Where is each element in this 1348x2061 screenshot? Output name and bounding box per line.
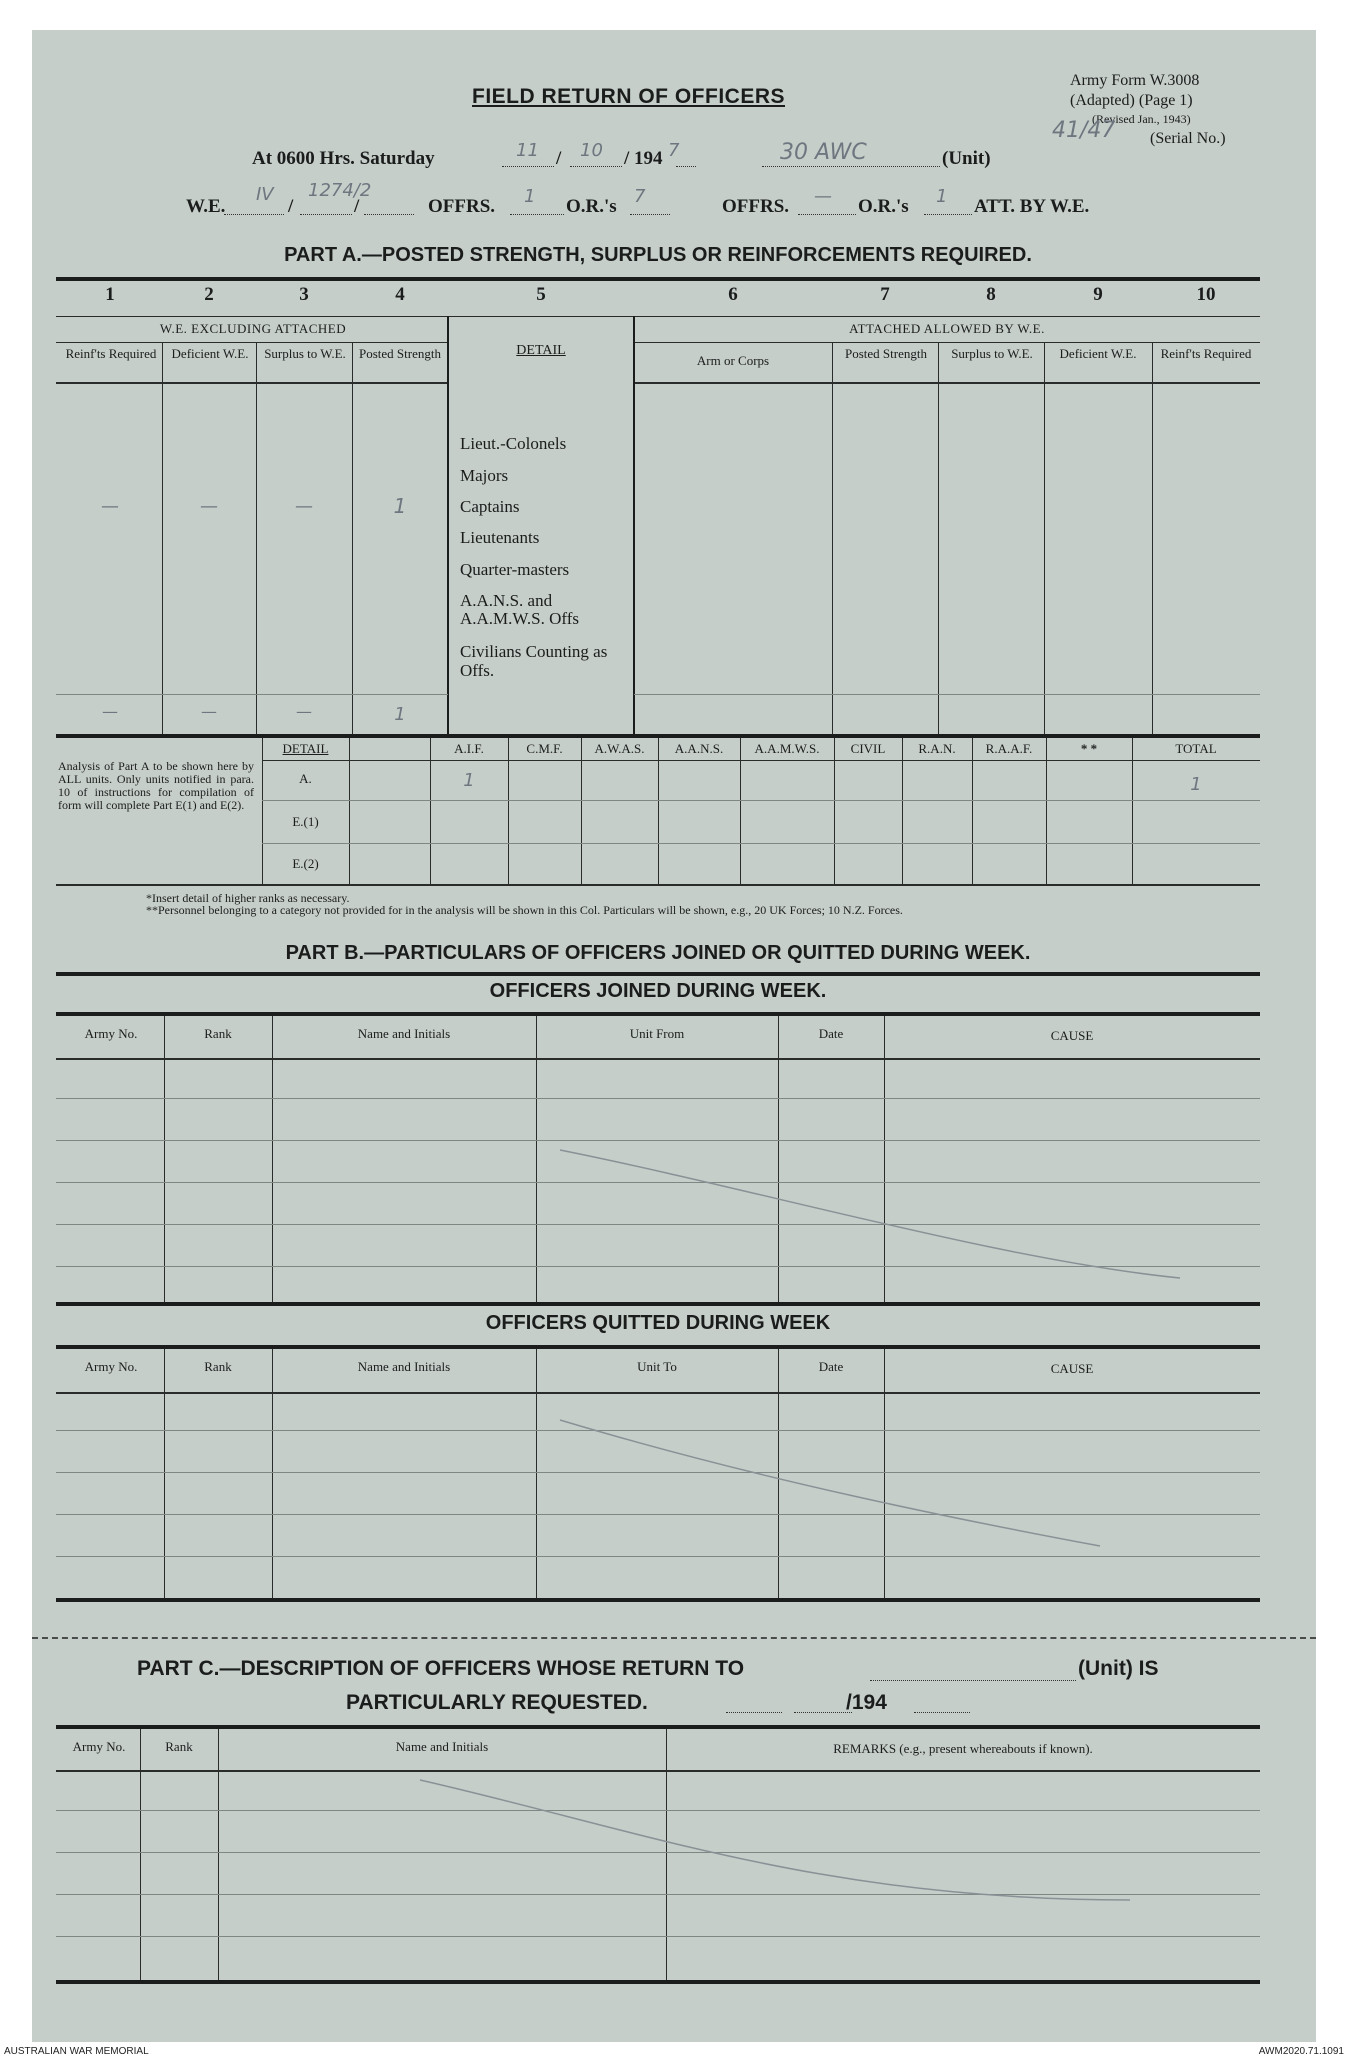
quitted-title: OFFICERS QUITTED DURING WEEK xyxy=(485,1312,831,1334)
joined-title: OFFICERS JOINED DURING WEEK. xyxy=(489,980,827,1002)
we-value-2: 1274/2 xyxy=(308,180,372,201)
rank-lieutenants: Lieutenants xyxy=(460,528,540,547)
total-deficient: — xyxy=(201,702,217,721)
serial-label: (Serial No.) xyxy=(1150,130,1226,147)
date-day: 11 xyxy=(516,140,539,161)
we-value-1: IV xyxy=(256,184,274,205)
header-reinfts-required: Reinf'ts Required xyxy=(65,346,157,361)
total-surplus: — xyxy=(296,702,312,721)
header-att-posted-strength: Posted Strength xyxy=(845,346,927,361)
attached-allowed-header: ATTACHED ALLOWED BY W.E. xyxy=(849,321,1045,336)
ors-value: 7 xyxy=(634,186,646,207)
part-a-title: PART A.—POSTED STRENGTH, SURPLUS OR REINFORCEMENTS REQUIRED. xyxy=(284,244,1032,266)
offrs-label: OFFRS. xyxy=(428,196,496,217)
part-c-year: /194 xyxy=(846,1691,887,1714)
form-adapted: (Adapted) (Page 1) xyxy=(1070,92,1193,109)
rank-captains: Captains xyxy=(460,497,520,516)
date-month: 10 xyxy=(580,140,603,161)
total-posted: 1 xyxy=(394,704,406,725)
analysis-row-a: A. xyxy=(299,771,312,786)
header-att-surplus: Surplus to W.E. xyxy=(951,346,1033,361)
unit-handwriting: 30 AWC xyxy=(780,140,867,165)
at-hours-label: At 0600 Hrs. Saturday xyxy=(252,148,435,169)
ors2-label: O.R.'s xyxy=(858,196,909,217)
footnote-other-personnel: **Personnel belonging to a category not provided for in the analysis will be shown in this Col. Particulars will be shown, e.g., 20 UK Forces; 10 N.Z. Forces. xyxy=(146,903,903,917)
att-label: ATT. BY W.E. xyxy=(974,196,1090,217)
year-digit: 7 xyxy=(668,140,680,161)
analysis-aif-value: 1 xyxy=(463,770,475,791)
analysis-row-e1: E.(1) xyxy=(292,814,319,829)
part-c-title: PART C.—DESCRIPTION OF OFFICERS WHOSE RETURN TO xyxy=(137,1657,745,1680)
rank-aans-aamws: A.A.N.S. and A.A.M.W.S. Offs xyxy=(460,591,580,628)
value-surplus: — xyxy=(295,496,313,517)
unit-label: (Unit) xyxy=(942,148,991,169)
serial-number-handwriting: 41/47 xyxy=(1052,118,1116,143)
offrs2-value: — xyxy=(814,186,832,207)
offrs2-label: OFFRS. xyxy=(722,196,790,217)
total-reinfts: — xyxy=(102,702,118,721)
footer-right: AWM2020.71.1091 xyxy=(1258,2046,1344,2057)
form-revised: (Revised Jan., 1943) xyxy=(1092,112,1191,126)
we-excluding-attached-header: W.E. EXCLUDING ATTACHED xyxy=(159,321,347,336)
footer-left: AUSTRALIAN WAR MEMORIAL xyxy=(4,2046,149,2057)
offrs-value: 1 xyxy=(524,186,536,207)
header-att-deficient: Deficient W.E. xyxy=(1059,346,1137,361)
header-detail: DETAIL xyxy=(516,343,566,358)
part-c-unit-is: (Unit) IS xyxy=(1078,1657,1159,1680)
rank-lieut-colonels: Lieut.-Colonels xyxy=(460,434,567,453)
value-deficient: — xyxy=(200,496,218,517)
analysis-note: Analysis of Part A to be shown here by ALL units. Only units notified in para. 10 of instructions for compilation of form will complete Part E(1) and E(2). xyxy=(58,759,254,812)
header-deficient-we: Deficient W.E. xyxy=(171,346,249,361)
header-posted-strength: Posted Strength xyxy=(359,346,441,361)
part-c-subtitle: PARTICULARLY REQUESTED. xyxy=(346,1691,648,1714)
value-reinfts: — xyxy=(101,496,119,517)
footnote-higher-ranks: *Insert detail of higher ranks as necessary. xyxy=(146,891,350,905)
header-att-reinfts: Reinf'ts Required xyxy=(1160,346,1252,361)
rank-majors: Majors xyxy=(460,466,509,485)
rank-civilians: Civilians Counting as Offs. xyxy=(460,642,608,680)
form-title: FIELD RETURN OF OFFICERS xyxy=(472,85,785,108)
header-arm-or-corps: Arm or Corps xyxy=(696,353,770,368)
we-label: W.E. xyxy=(186,196,226,217)
header-surplus-we: Surplus to W.E. xyxy=(264,346,346,361)
ors2-value: 1 xyxy=(936,186,948,207)
part-b-title: PART B.—PARTICULARS OF OFFICERS JOINED OR QUITTED DURING WEEK. xyxy=(285,942,1031,964)
form-number: Army Form W.3008 xyxy=(1070,72,1200,89)
value-posted: 1 xyxy=(393,494,407,518)
year-prefix: 194 xyxy=(634,148,663,169)
ors-label: O.R.'s xyxy=(566,196,617,217)
rank-quarter-masters: Quarter-masters xyxy=(460,560,570,579)
analysis-total-value: 1 xyxy=(1190,774,1202,795)
analysis-row-e2: E.(2) xyxy=(292,856,319,871)
